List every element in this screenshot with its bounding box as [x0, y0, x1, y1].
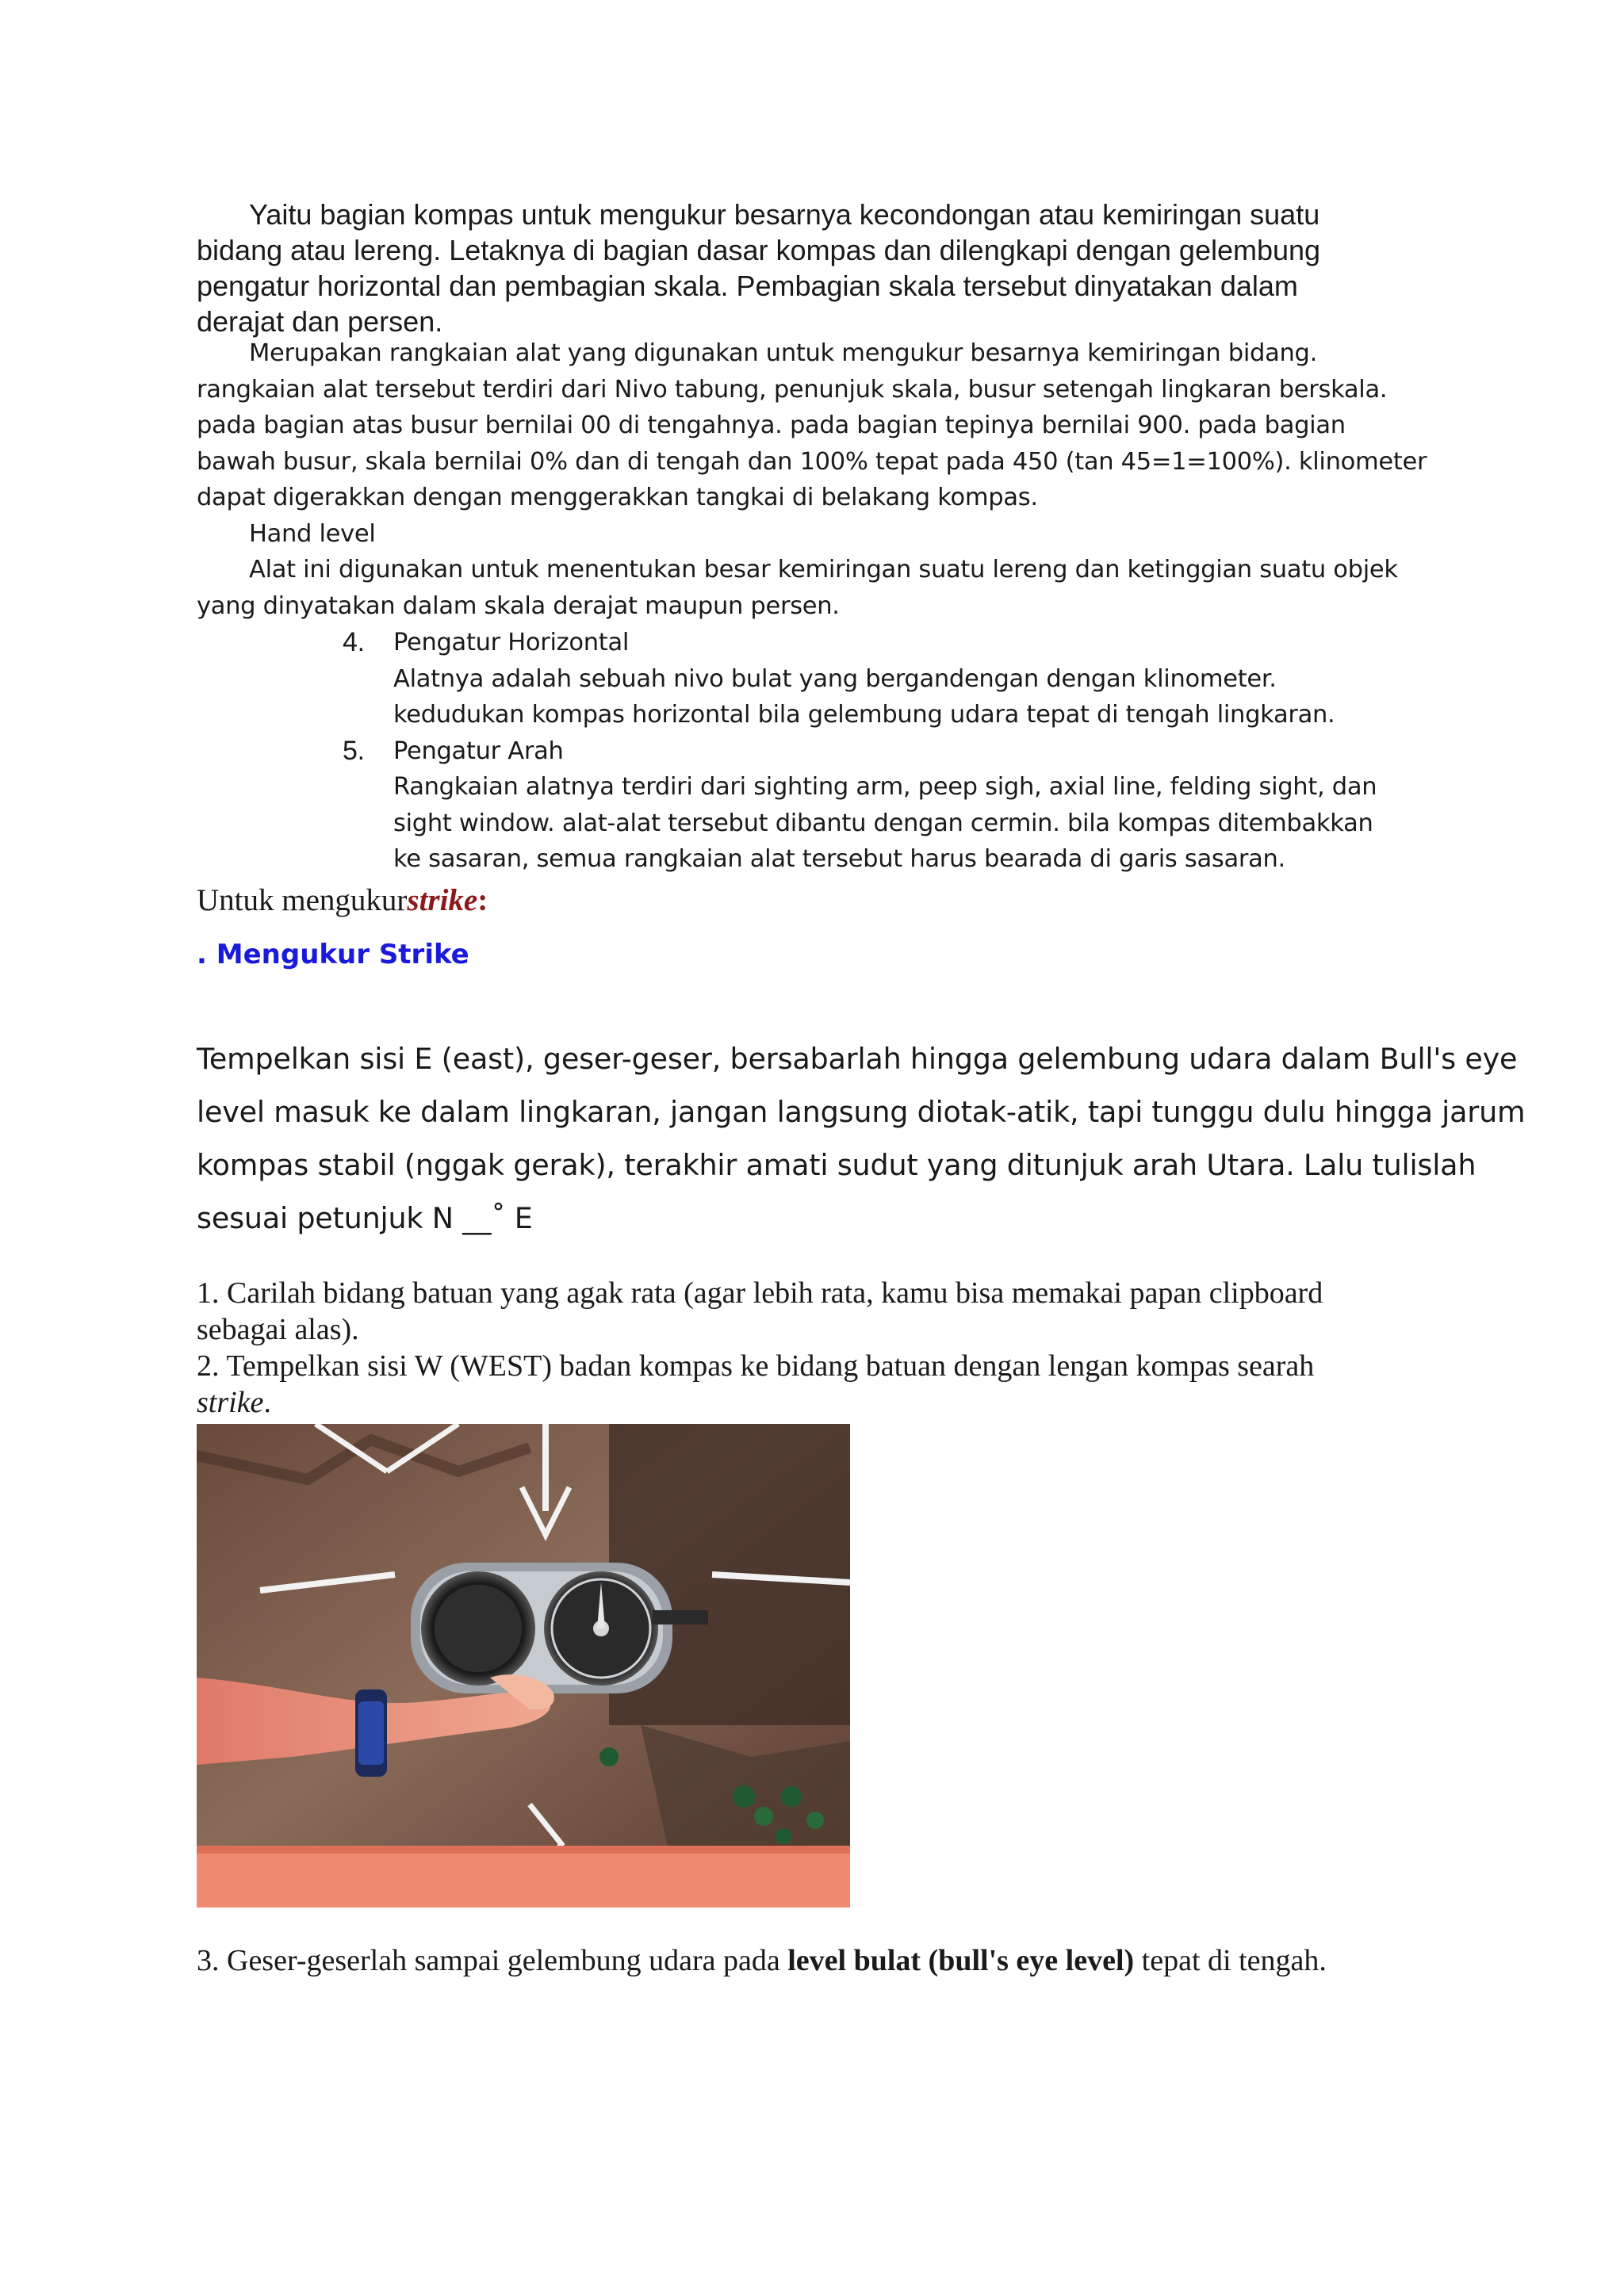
list-item [343, 625, 1377, 733]
text-line: kompas stabil (nggak gerak), terakhir amati sudut yang ditunjuk arah Utara. Lalu tulislah [197, 1148, 1477, 1182]
strike-intro-emphasis: strike [407, 883, 478, 917]
clinometer-paragraph [197, 197, 1320, 339]
compass-on-rock-photo [197, 1424, 850, 1908]
step-3-emphasis: level bulat (bull's eye level) [787, 1944, 1135, 1977]
strike-intro-colon: : [477, 883, 488, 917]
text-line: dapat digerakkan dengan menggerakkan tangkai di belakang kompas. [197, 484, 1038, 511]
section-heading: . Mengukur Strike [197, 939, 469, 970]
text-line: Merupakan rangkaian alat yang digunakan untuk mengukur besarnya kemiringan bidang. [249, 339, 1317, 367]
steps-paragraph [197, 1275, 1323, 1421]
text-line: ke sasaran, semua rangkaian alat tersebut harus bearada di garis sasaran. [393, 845, 1285, 873]
hand-level-title: Hand level [249, 519, 376, 548]
text-line: sesuai petunjuk N __˚ E [197, 1201, 533, 1235]
list-item-title: Pengatur Horizontal [393, 629, 630, 656]
text-line: Yaitu bagian kompas untuk mengukur besarnya kecondongan atau kemiringan suatu [249, 198, 1320, 231]
text-line: Alat ini digunakan untuk menentukan besar kemiringan suatu lereng dan ketinggian suatu objek [249, 556, 1398, 584]
step-3-suffix: tepat di tengah. [1134, 1944, 1327, 1977]
strike-intro-text: Untuk mengukur [197, 883, 408, 917]
clinometer-detail-paragraph [197, 335, 1427, 624]
list-item-title: Pengatur Arah [393, 737, 564, 765]
text-line: sight window. alat-alat tersebut dibantu dengan cermin. bila kompas ditembakkan [393, 809, 1373, 837]
text-line: Alatnya adalah sebuah nivo bulat yang bergandengan dengan klinometer. [393, 664, 1277, 693]
step-2-line [197, 1384, 1323, 1421]
step-2-emphasis: strike [197, 1386, 264, 1419]
text-line: bidang atau lereng. Letaknya di bagian dasar kompas dan dilengkapi dengan gelembung [197, 234, 1321, 266]
list-number: 5. [343, 735, 365, 766]
text-line: pengatur horizontal dan pembagian skala. Pembagian skala tersebut dinyatakan dalam [197, 270, 1298, 302]
step-1-line: sebagai alas). [197, 1313, 359, 1346]
text-line: Tempelkan sisi E (east), geser-geser, bersabarlah hingga gelembung udara dalam Bull's eye [197, 1042, 1518, 1076]
strike-instruction-paragraph [197, 1032, 1525, 1245]
step-3-text: 3. Geser-geserlah sampai gelembung udara pada [197, 1944, 788, 1977]
text-line: level masuk ke dalam lingkaran, jangan langsung diotak-atik, tapi tunggu dulu hingga jarum [197, 1095, 1526, 1129]
text-line: yang dinyatakan dalam skala derajat maupun persen. [197, 591, 840, 620]
text-line: bawah busur, skala bernilai 0% dan di tengah dan 100% tepat pada 450 (tan 45=1=100%). klinometer [197, 447, 1427, 476]
text-line: Rangkaian alatnya terdiri dari sighting arm, peep sigh, axial line, felding sight, dan [393, 773, 1377, 801]
list-item [343, 733, 1377, 878]
step-2-line: 2. Tempelkan sisi W (WEST) badan kompas ke bidang batuan dengan lengan kompas searah [197, 1349, 1315, 1383]
step-3-line [197, 1942, 1327, 1979]
step-1-line: 1. Carilah bidang batuan yang agak rata (agar lebih rata, kamu bisa memakai papan clipboard [197, 1276, 1323, 1310]
list-number: 4. [343, 627, 365, 657]
step-2-tail: . [263, 1386, 271, 1419]
text-line: derajat dan persen. [197, 305, 443, 338]
strike-intro [197, 882, 488, 920]
numbered-list [343, 625, 1377, 878]
text-line: rangkaian alat tersebut terdiri dari Nivo tabung, penunjuk skala, busur setengah lingkaran berskala. [197, 375, 1388, 404]
text-line: kedudukan kompas horizontal bila gelembung udara tepat di tengah lingkaran. [393, 701, 1335, 729]
text-line: pada bagian atas busur bernilai 00 di tengahnya. pada bagian tepinya bernilai 900. pada bagian [197, 411, 1346, 439]
